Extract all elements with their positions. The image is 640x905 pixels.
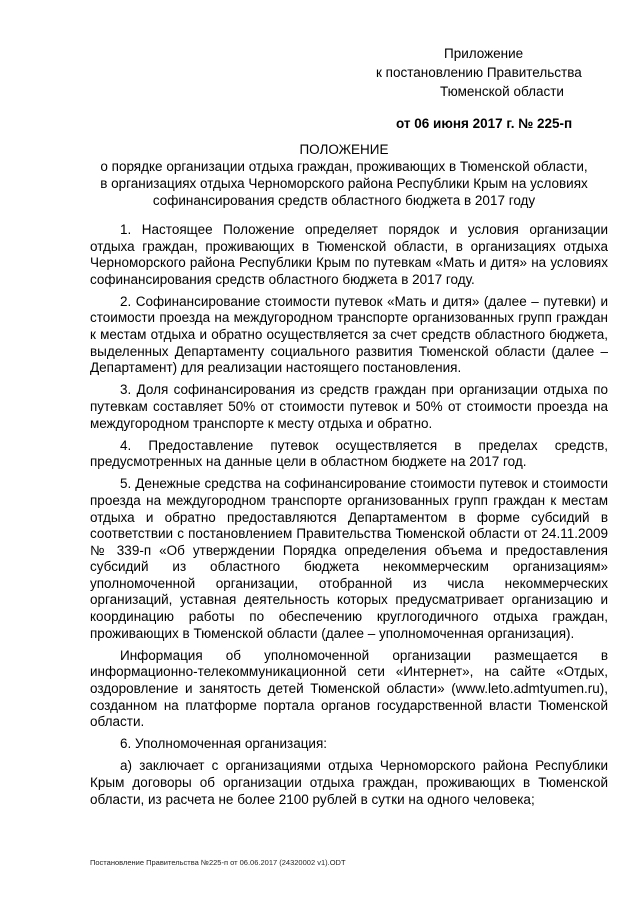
- heading-line-3: софинансирования средств областного бюджета в 2017 году: [152, 193, 536, 208]
- annex-date-number: от 06 июня 2017 г. № 225-п: [396, 116, 573, 131]
- heading-line-2: в организациях отдыха Черноморского района Республики Крым на условиях: [100, 176, 588, 191]
- paragraph-5-info: Информация об уполномоченной организации размещается в информационно-телекоммуникационной сети «Интернет», на сайте «Отдых, оздоровление и занятость детей Тюменской области» (www.leto.admtyumen.ru), созданном на платформе портала органов государственной власти Тюменской области.: [90, 647, 608, 730]
- paragraph-1: 1. Настоящее Положение определяет порядок и условия организации отдыха граждан, проживающих в Тюменской области, в организациях отдыха Черноморского района Республики Крым по путевкам «Мать и дитя» на условиях софинансирования средств областного бюджета в 2017 году.: [90, 222, 608, 287]
- annex-title: Приложение: [444, 46, 524, 61]
- heading-title: ПОЛОЖЕНИЕ: [299, 142, 389, 157]
- paragraph-6a: а) заключает с организациями отдыха Черноморского района Республики Крым договоры об организации отдыха граждан, проживающих в Тюменской области, из расчета не более 2100 рублей в сутки на одного человека;: [90, 758, 608, 807]
- paragraph-5: 5. Денежные средства на софинансирование стоимости путевок и стоимости проезда на междугородном транспорте организованных групп граждан к местам отдыха и обратно предоставляются Департаментом в форме субсидий в соответствии с постановлением Правительства Тюменской области от 24.11.2009 № 339-п «Об утверждении Порядка определения объема и предоставления субсидий из областного бюджета некоммерческим организациям» уполномоченной организации, отобранной из числа некоммерческих организаций, уставная деятельность которых предусматривает организацию и координацию работы по обеспечению круглогодичного отдыха граждан, проживающих в Тюменской области (далее – уполномоченная организация).: [90, 476, 608, 641]
- annex-resolution: к постановлению Правительства: [376, 65, 582, 80]
- paragraph-3: 3. Доля софинансирования из средств граждан при организации отдыха по путевкам составляет 50% от стоимости путевок и 50% от стоимости проезда на междугородном транспорте к месту отдыха и обратно.: [90, 382, 608, 431]
- document-heading: [80, 141, 608, 209]
- paragraph-4: 4. Предоставление путевок осуществляется в пределах средств, предусмотренных на данные цели в областном бюджете на 2017 год.: [90, 437, 608, 470]
- page-footer: Постановление Правительства №225-п от 06.06.2017 (24320002 v1).ODT: [90, 858, 346, 867]
- heading-line-1: о порядке организации отдыха граждан, проживающих в Тюменской области,: [100, 159, 588, 174]
- paragraph-2: 2. Софинансирование стоимости путевок «Мать и дитя» (далее – путевки) и стоимости проезда на междугородном транспорте организованных групп граждан к местам отдыха и обратно осуществляется за счет средств областного бюджета, выделенных Департаменту социального развития Тюменской области (далее – Департамент) для реализации настоящего постановления.: [90, 293, 608, 376]
- document-body: [90, 222, 608, 808]
- annex-region: Тюменской области: [440, 84, 564, 99]
- paragraph-6: 6. Уполномоченная организация:: [120, 736, 328, 752]
- annex-block: [370, 44, 600, 133]
